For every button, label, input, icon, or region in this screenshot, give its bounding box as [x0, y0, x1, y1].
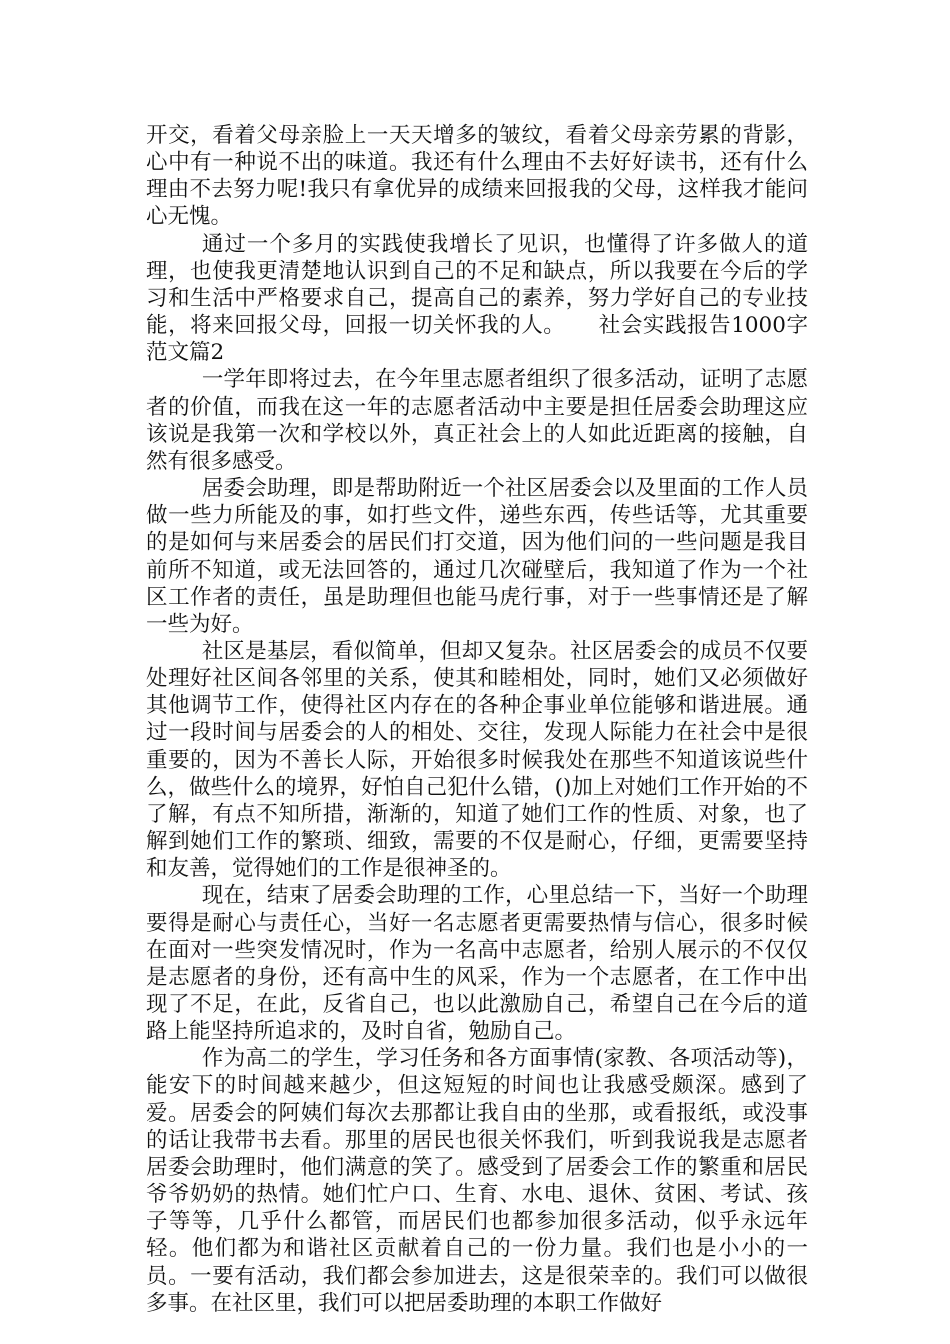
paragraph-7: 作为高二的学生，学习任务和各方面事情(家教、各项活动等)，能安下的时间越来越少，但这短短的时间也让我感受颇深。感到了爱。居委会的阿姨们每次去那都让我自由的坐那，或看报纸，或没事的话让我带书去看。那里的居民也很关怀我们，听到我说我是志愿者居委会助理时，他们满意的笑了。感受到了居委会工作的繁重和居民爷爷奶奶的热情。她们忙户口、生育、水电、退休、贫困、考试、孩子等等，几乎什么都管，而居民们也都参加很多活动，似乎永远年轻。他们都为和谐社区贡献着自己的一份力量。我们也是小小的一员。一要有活动，我们都会参加进去，这是很荣幸的。我们可以做很多事。在社区里，我们可以把居委助理的本职工作做好	[146, 1046, 808, 1316]
document-page	[146, 122, 808, 1317]
paragraph-3: 一学年即将过去，在今年里志愿者组织了很多活动，证明了志愿者的价值，而我在这一年的志愿者活动中主要是担任居委会助理这应该说是我第一次和学校以外，真正社会上的人如此近距离的接触，自然有很多感受。	[146, 367, 808, 474]
paragraph-6: 现在，结束了居委会助理的工作，心里总结一下，当好一个助理要得是耐心与责任心，当好一名志愿者更需要热情与信心，很多时候在面对一些突发情况时，作为一名高中志愿者，给别人展示的不仅仅是志愿者的身份，还有高中生的风采，作为一个志愿者，在工作中出现了不足，在此，反省自己，也以此激励自己，希望自己在今后的道路上能坚持所追求的，及时自省，勉励自己。	[146, 883, 808, 1045]
paragraph-1: 开交，看着父母亲脸上一天天增多的皱纹，看着父母亲劳累的背影，心中有一种说不出的味道。我还有什么理由不去好好读书，还有什么理由不去努力呢!我只有拿优异的成绩来回报我的父母，这样我才能问心无愧。	[146, 123, 808, 230]
paragraph-4: 居委会助理，即是帮助附近一个社区居委会以及里面的工作人员做一些力所能及的事，如打些文件，递些东西，传些话等，尤其重要的是如何与来居委会的居民们打交道，因为他们问的一些问题是我目前所不知道，或无法回答的，通过几次碰壁后，我知道了作为一个社区工作者的责任，虽是助理但也能马虎行事，对于一些事情还是了解一些为好。	[146, 476, 808, 637]
paragraph-5: 社区是基层，看似简单，但却又复杂。社区居委会的成员不仅要处理好社区间各邻里的关系，使其和睦相处，同时，她们又必须做好其他调节工作，使得社区内存在的各种企事业单位能够和谐进展。通过一段时间与居委会的人的相处、交往，发现人际能力在社会中是很重要的，因为不善长人际，开始很多时候我处在那些不知道该说些什么，做些什么的境界，好怕自己犯什么错，()加上对她们工作开始的不了解，有点不知所措，渐渐的，知道了她们工作的性质、对象，也了解到她们工作的繁琐、细致，需要的不仅是耐心，仔细，更需要坚持和友善，觉得她们的工作是很神圣的。	[146, 638, 808, 882]
paragraph-2: 通过一个多月的实践使我增长了见识，也懂得了许多做人的道理，也使我更清楚地认识到自己的不足和缺点，所以我要在今后的学习和生活中严格要求自己，提高自己的素养，努力学好自己的专业技能，将来回报父母，回报一切关怀我的人。 社会实践报告1000字范文篇2	[146, 231, 808, 366]
